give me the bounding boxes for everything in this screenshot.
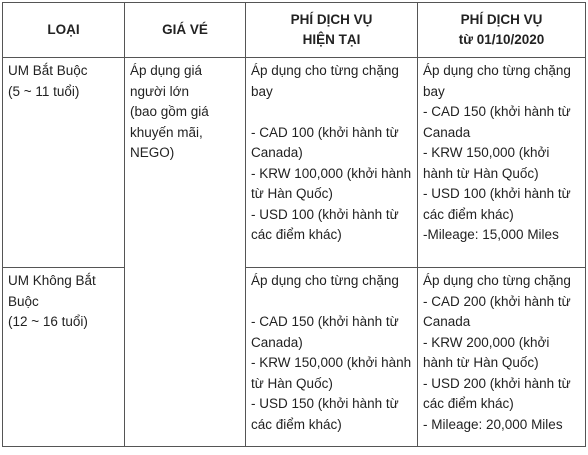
- header-row: [3, 3, 586, 58]
- header-current-fee: PHÍ DỊCH VỤ HIỆN TẠI: [246, 3, 418, 58]
- header-new-fee: PHÍ DỊCH VỤ từ 01/10/2020: [418, 3, 586, 58]
- type-cell: UM Bắt Buộc (5 ~ 11 tuổi): [3, 58, 125, 268]
- table-row: [3, 58, 586, 268]
- table-row: [3, 268, 586, 447]
- current-fee-cell: Áp dụng cho từng chặng - CAD 150 (khởi hành từ Canada) - KRW 150,000 (khởi hành từ Hàn Quốc) - USD 150 (khởi hành từ các điểm khác): [246, 268, 418, 447]
- new-fee-cell: Áp dụng cho từng chặng bay - CAD 150 (khởi hành từ Canada - KRW 150,000 (khởi hành từ Hàn Quốc) - USD 100 (khởi hành từ các điểm khác) -Mileage: 15,000 Miles: [418, 58, 586, 268]
- header-type: LOẠI: [3, 3, 125, 58]
- um-fee-table: [2, 2, 586, 447]
- new-fee-cell: Áp dụng cho từng chặng - CAD 200 (khởi hành từ Canada - KRW 200,000 (khởi hành từ Hàn Quốc) - USD 200 (khởi hành từ các điểm khác) - Mileage: 20,000 Miles: [418, 268, 586, 447]
- type-cell: UM Không Bắt Buộc (12 ~ 16 tuổi): [3, 268, 125, 447]
- fare-cell: Áp dụng giá người lớn (bao gồm giá khuyến mãi, NEGO): [125, 58, 246, 447]
- current-fee-cell: Áp dụng cho từng chặng bay - CAD 100 (khởi hành từ Canada) - KRW 100,000 (khởi hành từ Hàn Quốc) - USD 100 (khởi hành từ các điểm khác): [246, 58, 418, 268]
- header-fare: GIÁ VÉ: [125, 3, 246, 58]
